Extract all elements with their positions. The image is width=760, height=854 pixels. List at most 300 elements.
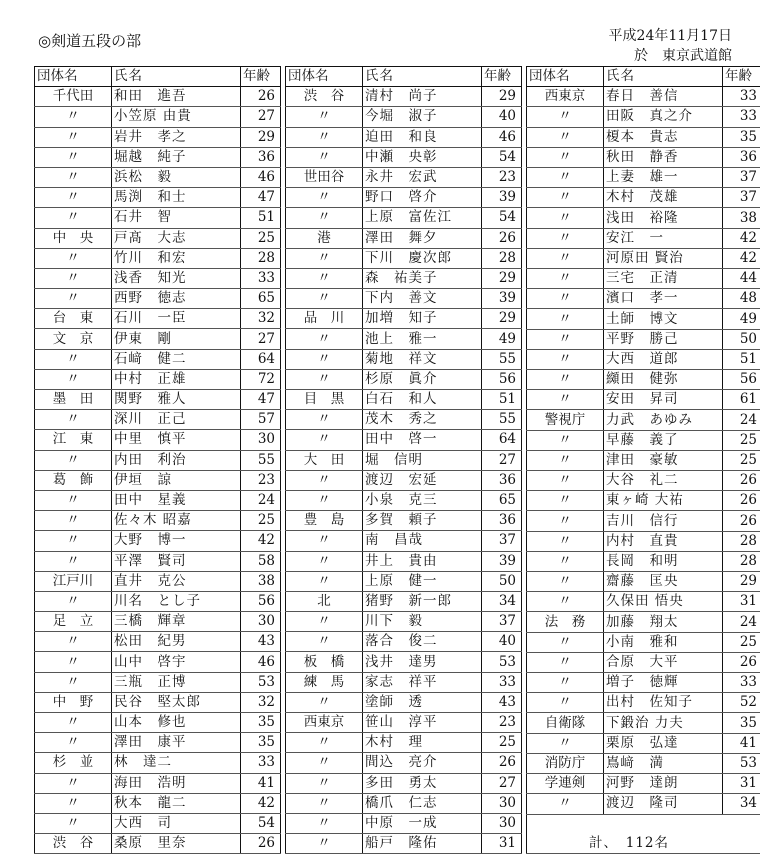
name-cell: 下鍛治 力夫: [604, 713, 723, 733]
age-cell: 25: [723, 430, 760, 450]
age-cell: 64: [482, 430, 522, 450]
org-cell: 目 黒: [286, 390, 363, 410]
table-row: [286, 87, 522, 107]
table-row: [527, 309, 760, 329]
org-cell: 〃: [35, 733, 112, 753]
table-row: [527, 652, 760, 672]
age-cell: 26: [241, 834, 281, 854]
age-cell: 42: [723, 248, 760, 268]
table-row: [527, 572, 760, 592]
org-cell: 江戸川: [35, 571, 112, 591]
org-cell: 練 馬: [286, 672, 363, 692]
name-cell: 大野 博一: [112, 531, 241, 551]
total-count: 計、 112名: [527, 834, 760, 854]
org-cell: 〃: [35, 127, 112, 147]
org-cell: 警視庁: [527, 410, 604, 430]
name-cell: 上原 富佐江: [363, 208, 482, 228]
name-cell: 石川 一臣: [112, 309, 241, 329]
table-row: [286, 531, 522, 551]
age-cell: 34: [482, 591, 522, 611]
org-cell: 〃: [286, 793, 363, 813]
age-cell: 38: [723, 208, 760, 228]
name-cell: 清村 尚子: [363, 87, 482, 107]
age-cell: 64: [241, 349, 281, 369]
org-cell: 〃: [527, 471, 604, 491]
table-row: [286, 410, 522, 430]
org-cell: 〃: [286, 692, 363, 712]
age-cell: 46: [241, 652, 281, 672]
name-cell: 笹山 淳平: [363, 713, 482, 733]
header-name: 氏名: [604, 67, 723, 87]
age-cell: 25: [241, 511, 281, 531]
org-cell: 〃: [527, 349, 604, 369]
name-cell: 上妻 雄一: [604, 168, 723, 188]
table-row: [35, 268, 281, 288]
org-cell: 〃: [527, 390, 604, 410]
age-cell: 65: [482, 490, 522, 510]
name-cell: 迫田 和良: [363, 127, 482, 147]
org-cell: 〃: [35, 410, 112, 430]
age-cell: 27: [241, 329, 281, 349]
age-cell: 40: [482, 632, 522, 652]
table-row: [35, 692, 281, 712]
table-row: [286, 430, 522, 450]
age-cell: 27: [482, 773, 522, 793]
org-cell: 〃: [286, 248, 363, 268]
table-row: [35, 430, 281, 450]
org-cell: 〃: [35, 813, 112, 833]
table-row: [286, 470, 522, 490]
name-cell: 池上 雅一: [363, 329, 482, 349]
name-cell: 三宅 正清: [604, 269, 723, 289]
org-cell: 〃: [286, 733, 363, 753]
table-row: [527, 168, 760, 188]
name-cell: 栗原 弘達: [604, 733, 723, 753]
table-row: [527, 713, 760, 733]
age-cell: 44: [723, 269, 760, 289]
table-row: [35, 652, 281, 672]
org-cell: 〃: [527, 269, 604, 289]
org-cell: 墨 田: [35, 390, 112, 410]
table-row: [527, 491, 760, 511]
table-row: [35, 531, 281, 551]
table-row: [286, 369, 522, 389]
table-row: [527, 248, 760, 268]
age-cell: 31: [723, 592, 760, 612]
name-cell: 田阪 真之介: [604, 107, 723, 127]
age-cell: 51: [241, 208, 281, 228]
org-cell: 〃: [35, 268, 112, 288]
org-cell: 〃: [35, 652, 112, 672]
age-cell: 33: [241, 753, 281, 773]
name-cell: 齋藤 匡央: [604, 572, 723, 592]
date-block: [609, 26, 732, 66]
org-cell: 足 立: [35, 612, 112, 632]
age-cell: 48: [723, 289, 760, 309]
table-row: [527, 349, 760, 369]
table-row: [527, 551, 760, 571]
table-row: [527, 188, 760, 208]
org-cell: 〃: [527, 289, 604, 309]
name-cell: 桑原 里奈: [112, 834, 241, 854]
age-cell: 43: [241, 632, 281, 652]
org-cell: 〃: [35, 208, 112, 228]
table-row: [286, 349, 522, 369]
age-cell: 32: [241, 692, 281, 712]
table-row: [527, 87, 760, 107]
org-cell: 〃: [527, 450, 604, 470]
table-row: [35, 208, 281, 228]
name-cell: 西野 徳志: [112, 289, 241, 309]
age-cell: 23: [482, 167, 522, 187]
age-cell: 32: [241, 309, 281, 329]
org-cell: 〃: [527, 107, 604, 127]
org-cell: 自衛隊: [527, 713, 604, 733]
name-cell: 大西 司: [112, 813, 241, 833]
empty-cell: [723, 814, 760, 834]
name-cell: 東ヶ崎 大祐: [604, 491, 723, 511]
age-cell: 56: [241, 591, 281, 611]
age-cell: 28: [723, 551, 760, 571]
table-row: [527, 531, 760, 551]
table-row: [527, 147, 760, 167]
org-cell: 〃: [35, 188, 112, 208]
age-cell: 50: [723, 329, 760, 349]
name-cell: 船戸 隆佑: [363, 834, 482, 854]
org-cell: 法 務: [527, 612, 604, 632]
age-cell: 49: [482, 329, 522, 349]
table-row: [286, 733, 522, 753]
table-row: [527, 228, 760, 248]
name-cell: 秋田 静香: [604, 147, 723, 167]
header-org: 団体名: [286, 67, 363, 87]
age-cell: 42: [241, 793, 281, 813]
name-cell: 下内 善文: [363, 289, 482, 309]
name-cell: 多田 勇太: [363, 773, 482, 793]
table-row: [286, 268, 522, 288]
name-cell: 纐田 健弥: [604, 370, 723, 390]
org-cell: 渋 谷: [286, 87, 363, 107]
age-cell: 31: [723, 774, 760, 794]
org-cell: 〃: [527, 208, 604, 228]
table-row: [527, 592, 760, 612]
name-cell: 大西 道郎: [604, 349, 723, 369]
name-cell: 松田 紀男: [112, 632, 241, 652]
age-cell: 26: [723, 471, 760, 491]
name-cell: 馬渕 和士: [112, 188, 241, 208]
header-row: [527, 67, 760, 87]
table-row: [35, 289, 281, 309]
age-cell: 55: [241, 450, 281, 470]
org-cell: 〃: [527, 632, 604, 652]
org-cell: 〃: [527, 673, 604, 693]
org-cell: 〃: [527, 572, 604, 592]
age-cell: 29: [482, 87, 522, 107]
org-cell: 〃: [35, 591, 112, 611]
age-cell: 30: [241, 430, 281, 450]
age-cell: 55: [482, 410, 522, 430]
org-cell: 〃: [35, 531, 112, 551]
table-row: [35, 571, 281, 591]
org-cell: 〃: [35, 147, 112, 167]
name-cell: 橋爪 仁志: [363, 793, 482, 813]
name-cell: 安田 昇司: [604, 390, 723, 410]
header-org: 団体名: [35, 67, 112, 87]
table-row: [35, 167, 281, 187]
table-row: [35, 228, 281, 248]
org-cell: 〃: [35, 248, 112, 268]
table-row: [35, 470, 281, 490]
name-cell: 澤田 康平: [112, 733, 241, 753]
name-cell: 下川 慶次郎: [363, 248, 482, 268]
table-row: [35, 753, 281, 773]
age-cell: 41: [723, 733, 760, 753]
age-cell: 53: [723, 753, 760, 773]
name-cell: 春日 善信: [604, 87, 723, 107]
org-cell: 杉 並: [35, 753, 112, 773]
age-cell: 35: [723, 713, 760, 733]
name-cell: 平野 勝己: [604, 329, 723, 349]
name-cell: 加藤 翔太: [604, 612, 723, 632]
age-cell: 36: [241, 147, 281, 167]
age-cell: 25: [723, 450, 760, 470]
age-cell: 56: [482, 369, 522, 389]
org-cell: 〃: [286, 612, 363, 632]
name-cell: 堀 信明: [363, 450, 482, 470]
org-cell: 〃: [527, 511, 604, 531]
age-cell: 26: [482, 228, 522, 248]
name-cell: 河原田 賢治: [604, 248, 723, 268]
name-cell: 増子 徳輝: [604, 673, 723, 693]
name-cell: 和田 進吾: [112, 87, 241, 107]
age-cell: 29: [241, 127, 281, 147]
name-cell: 三橋 輝章: [112, 612, 241, 632]
org-cell: 豊 島: [286, 511, 363, 531]
table-row: [35, 390, 281, 410]
table-row: [35, 329, 281, 349]
table-row: [286, 248, 522, 268]
age-cell: 39: [482, 289, 522, 309]
age-cell: 29: [723, 572, 760, 592]
name-cell: 山中 啓宇: [112, 652, 241, 672]
name-cell: 安江 一: [604, 228, 723, 248]
age-cell: 33: [241, 268, 281, 288]
table-row: [527, 753, 760, 773]
header-name: 氏名: [112, 67, 241, 87]
table-row: [527, 289, 760, 309]
table-row: [527, 390, 760, 410]
age-cell: 34: [723, 794, 760, 814]
name-cell: 中里 慎平: [112, 430, 241, 450]
name-cell: 野口 啓介: [363, 188, 482, 208]
org-cell: 〃: [527, 248, 604, 268]
name-cell: 平澤 賢司: [112, 551, 241, 571]
table-row: [35, 349, 281, 369]
age-cell: 37: [482, 612, 522, 632]
name-cell: 秋本 龍二: [112, 793, 241, 813]
name-cell: 嶌﨑 満: [604, 753, 723, 773]
age-cell: 26: [723, 652, 760, 672]
org-cell: 渋 谷: [35, 834, 112, 854]
name-cell: 河野 達朗: [604, 774, 723, 794]
name-cell: 石井 智: [112, 208, 241, 228]
name-cell: 小笠原 由貴: [112, 107, 241, 127]
age-cell: 37: [723, 188, 760, 208]
org-cell: 西東京: [286, 713, 363, 733]
org-cell: 〃: [527, 531, 604, 551]
table-row: [35, 511, 281, 531]
age-cell: 25: [723, 632, 760, 652]
table-row: [286, 652, 522, 672]
name-cell: 三瓶 正博: [112, 672, 241, 692]
table-row: [35, 713, 281, 733]
age-cell: 54: [482, 147, 522, 167]
name-cell: 渡辺 隆司: [604, 794, 723, 814]
org-cell: 〃: [35, 490, 112, 510]
name-cell: 塗師 透: [363, 692, 482, 712]
table-row: [527, 774, 760, 794]
table-row: [35, 127, 281, 147]
org-cell: 〃: [286, 571, 363, 591]
org-cell: 消防庁: [527, 753, 604, 773]
table-row: [35, 793, 281, 813]
roster-table-1: [34, 66, 281, 854]
table-row: [527, 208, 760, 228]
header-age: 年齢: [241, 67, 281, 87]
age-cell: 46: [241, 167, 281, 187]
roster-table-2: [285, 66, 522, 854]
roster-table-3: [526, 66, 760, 854]
org-cell: 〃: [286, 147, 363, 167]
age-cell: 27: [241, 107, 281, 127]
age-cell: 46: [482, 127, 522, 147]
name-cell: 民谷 堅太郎: [112, 692, 241, 712]
table-row: [35, 551, 281, 571]
table-row: [35, 672, 281, 692]
age-cell: 28: [482, 248, 522, 268]
event-date: 平成24年11月17日: [609, 26, 732, 46]
name-cell: 伊東 剛: [112, 329, 241, 349]
table-row: [35, 369, 281, 389]
table-row: [35, 733, 281, 753]
org-cell: 江 東: [35, 430, 112, 450]
org-cell: 〃: [527, 430, 604, 450]
name-cell: 大谷 礼二: [604, 471, 723, 491]
page-title: ◎剣道五段の部: [38, 30, 141, 51]
name-cell: 長岡 和明: [604, 551, 723, 571]
age-cell: 23: [241, 470, 281, 490]
org-cell: 〃: [527, 551, 604, 571]
name-cell: 直井 克公: [112, 571, 241, 591]
table-row: [35, 248, 281, 268]
name-cell: 土師 博文: [604, 309, 723, 329]
table-row: [286, 329, 522, 349]
org-cell: 〃: [286, 107, 363, 127]
name-cell: 林 達二: [112, 753, 241, 773]
age-cell: 28: [241, 248, 281, 268]
table-row: [286, 107, 522, 127]
table-row: [286, 127, 522, 147]
name-cell: 間込 亮介: [363, 753, 482, 773]
name-cell: 川下 毅: [363, 612, 482, 632]
table-row: [35, 591, 281, 611]
name-cell: 石﨑 健二: [112, 349, 241, 369]
org-cell: 葛 飾: [35, 470, 112, 490]
table-row: [35, 87, 281, 107]
age-cell: 26: [723, 491, 760, 511]
header-name: 氏名: [363, 67, 482, 87]
table-row: [35, 450, 281, 470]
name-cell: 森 祐美子: [363, 268, 482, 288]
org-cell: 〃: [527, 329, 604, 349]
age-cell: 55: [482, 349, 522, 369]
table-row: [286, 632, 522, 652]
age-cell: 25: [241, 228, 281, 248]
name-cell: 浜松 毅: [112, 167, 241, 187]
name-cell: 堀越 純子: [112, 147, 241, 167]
name-cell: 今堀 淑子: [363, 107, 482, 127]
table-row: [286, 551, 522, 571]
org-cell: 〃: [527, 491, 604, 511]
org-cell: 品 川: [286, 309, 363, 329]
org-cell: 〃: [35, 167, 112, 187]
org-cell: 港: [286, 228, 363, 248]
table-row: [286, 490, 522, 510]
header-row: [286, 67, 522, 87]
name-cell: 木村 理: [363, 733, 482, 753]
org-cell: 〃: [527, 147, 604, 167]
table-row: [35, 309, 281, 329]
org-cell: 〃: [286, 470, 363, 490]
age-cell: 33: [723, 107, 760, 127]
age-cell: 35: [241, 733, 281, 753]
age-cell: 39: [482, 188, 522, 208]
table-row: [286, 289, 522, 309]
org-cell: 台 東: [35, 309, 112, 329]
name-cell: 内田 利治: [112, 450, 241, 470]
org-cell: 〃: [35, 551, 112, 571]
age-cell: 51: [482, 390, 522, 410]
table-row: [286, 773, 522, 793]
org-cell: 大 田: [286, 450, 363, 470]
header-age: 年齢: [723, 67, 760, 87]
org-cell: 〃: [286, 208, 363, 228]
table-row: [527, 127, 760, 147]
name-cell: 深川 正己: [112, 410, 241, 430]
age-cell: 52: [723, 693, 760, 713]
org-cell: 〃: [35, 632, 112, 652]
table-row: [527, 693, 760, 713]
table-row: [286, 793, 522, 813]
name-cell: 加増 知子: [363, 309, 482, 329]
age-cell: 33: [723, 673, 760, 693]
table-row: [35, 773, 281, 793]
org-cell: 千代田: [35, 87, 112, 107]
age-cell: 36: [482, 470, 522, 490]
age-cell: 24: [723, 612, 760, 632]
age-cell: 56: [723, 370, 760, 390]
table-row: [527, 430, 760, 450]
name-cell: 濱口 孝一: [604, 289, 723, 309]
name-cell: 田中 啓一: [363, 430, 482, 450]
age-cell: 58: [241, 551, 281, 571]
name-cell: 関野 雅人: [112, 390, 241, 410]
name-cell: 永井 宏武: [363, 167, 482, 187]
header-org: 団体名: [527, 67, 604, 87]
name-cell: 吉川 信行: [604, 511, 723, 531]
table-row: [35, 632, 281, 652]
name-cell: 杉原 眞介: [363, 369, 482, 389]
